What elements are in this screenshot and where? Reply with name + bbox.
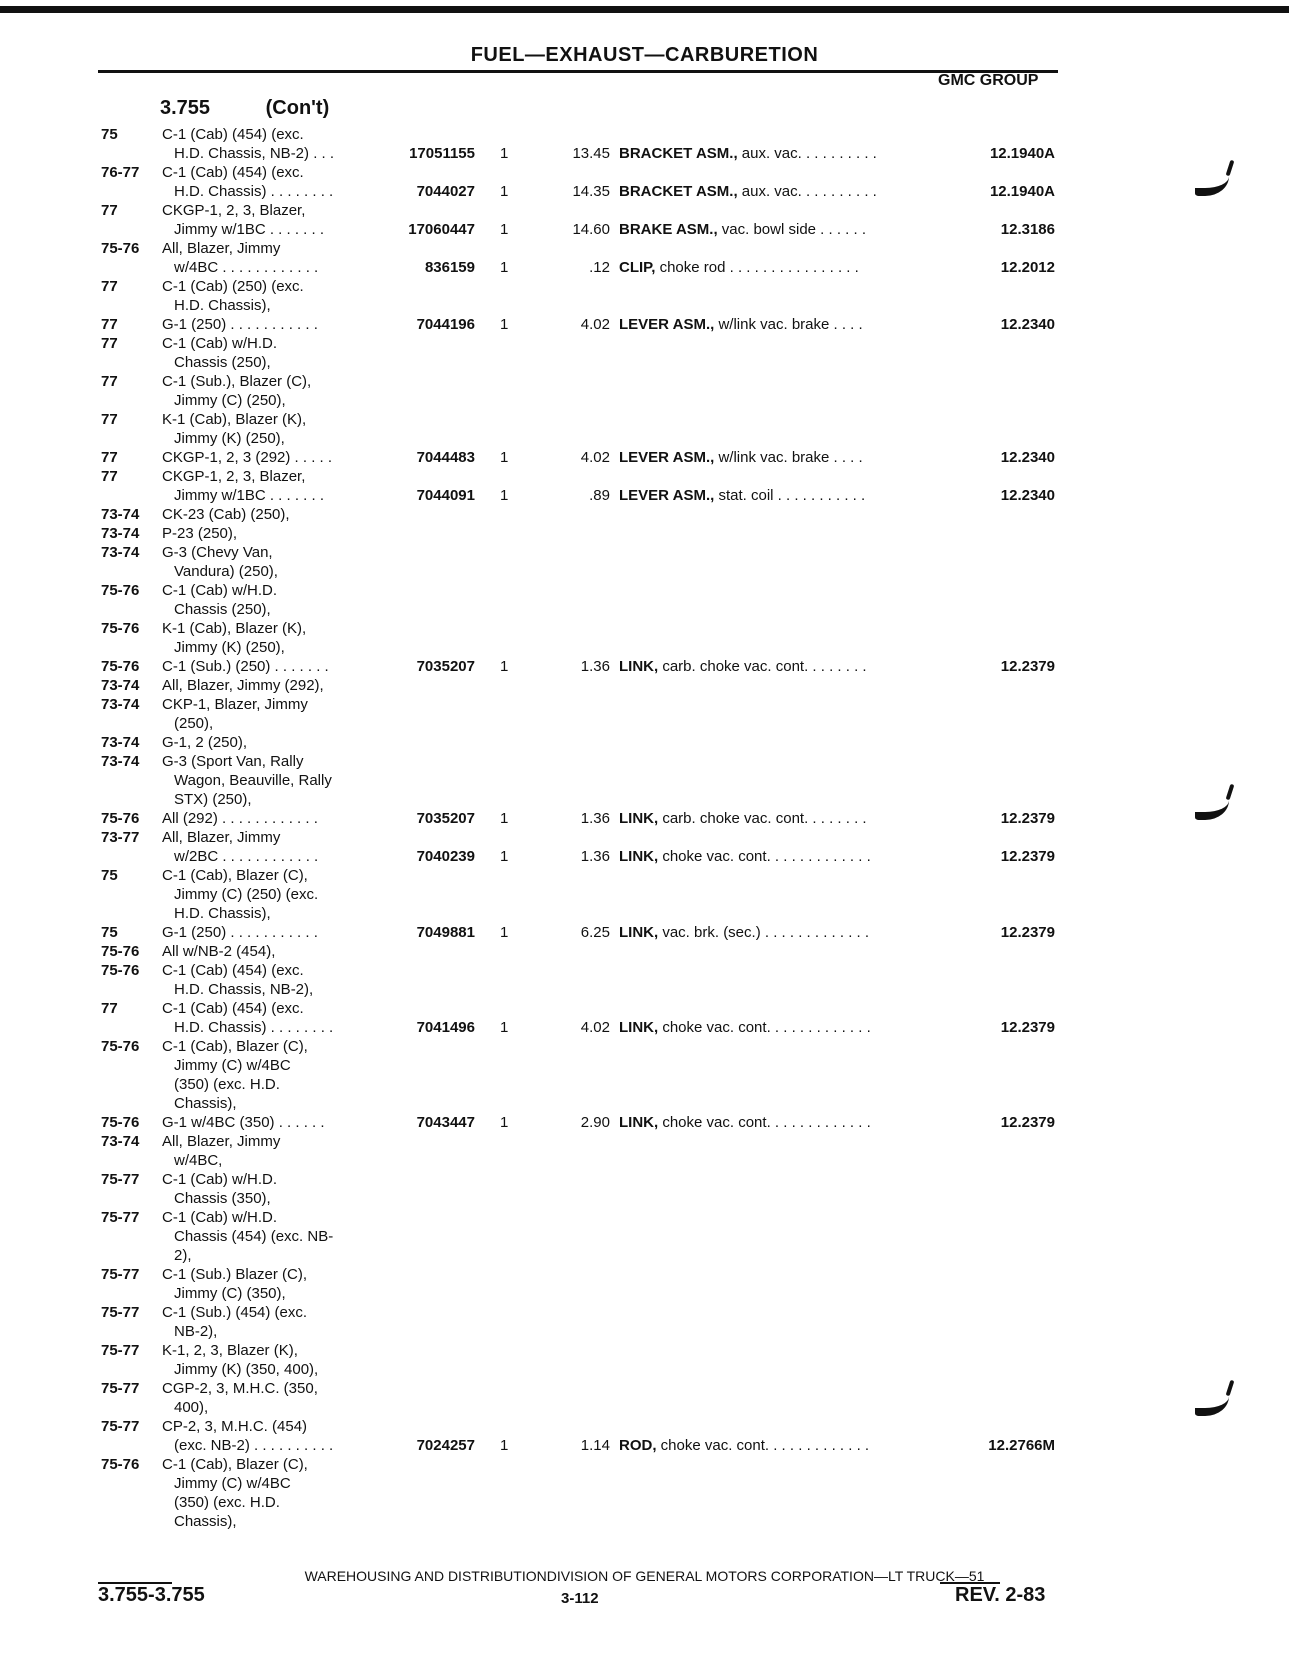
application: 400),	[174, 1399, 209, 1416]
application-row	[0, 467, 1289, 486]
application: C-1 (Cab) w/H.D.	[162, 1209, 278, 1226]
model-years: 77	[101, 449, 118, 466]
application: C-1 (Cab) (454) (exc.	[162, 962, 304, 979]
application: Jimmy (K) (350, 400),	[174, 1361, 319, 1378]
application-row	[0, 1075, 1289, 1094]
quantity: 1	[500, 848, 509, 865]
application: G-1 w/4BC (350) . . . . . .	[162, 1114, 325, 1131]
application: Jimmy (C) (350),	[174, 1285, 286, 1302]
application: (350) (exc. H.D.	[174, 1076, 280, 1093]
part-name: LEVER ASM.,	[619, 449, 715, 466]
price: 14.35	[572, 183, 610, 200]
model-years: 75-77	[101, 1266, 140, 1283]
application-row	[0, 1056, 1289, 1075]
section-continued: (Con't)	[265, 97, 330, 119]
application: Chassis (454) (exc. NB-	[174, 1228, 334, 1245]
application: C-1 (Sub.), Blazer (C),	[162, 373, 312, 390]
application-row	[0, 942, 1289, 961]
application: P-23 (250),	[162, 525, 238, 542]
part-detail: aux. vac. . . . . . . . . .	[737, 183, 877, 200]
quantity: 1	[500, 658, 509, 675]
model-years: 75-76	[101, 620, 140, 637]
quantity: 1	[500, 221, 509, 238]
model-years: 77	[101, 468, 118, 485]
price: 4.02	[580, 449, 610, 466]
application: All, Blazer, Jimmy	[162, 1133, 281, 1150]
application-row	[0, 353, 1289, 372]
part-description	[619, 448, 863, 467]
application: CKGP-1, 2, 3, Blazer,	[162, 468, 306, 485]
application: Jimmy w/1BC . . . . . . .	[174, 221, 325, 238]
application-row	[0, 828, 1289, 847]
application: w/4BC,	[174, 1152, 223, 1169]
part-description	[619, 657, 867, 676]
part-row	[0, 1113, 1289, 1132]
quantity: 1	[500, 1437, 509, 1454]
part-name: LEVER ASM.,	[619, 487, 715, 504]
part-row	[0, 182, 1289, 201]
application: K-1 (Cab), Blazer (K),	[162, 411, 307, 428]
application-row	[0, 1398, 1289, 1417]
part-name: BRAKE ASM.,	[619, 221, 718, 238]
part-number: 7044091	[416, 487, 475, 504]
price: .89	[589, 487, 610, 504]
part-detail: choke vac. cont. . . . . . . . . . . . .	[656, 1437, 870, 1454]
application: All w/NB-2 (454),	[162, 943, 276, 960]
group-reference: 12.2379	[1000, 1019, 1055, 1036]
group-label: GMC GROUP	[938, 72, 1039, 89]
group-reference: 12.1940A	[989, 145, 1055, 162]
application-row	[0, 676, 1289, 695]
application: CKGP-1, 2, 3 (292) . . . . .	[162, 449, 333, 466]
application-row	[0, 600, 1289, 619]
application: C-1 (Cab), Blazer (C),	[162, 1456, 308, 1473]
part-name: BRACKET ASM.,	[619, 183, 738, 200]
part-description	[619, 220, 866, 239]
price: .12	[589, 259, 610, 276]
application-row	[0, 885, 1289, 904]
quantity: 1	[500, 1114, 509, 1131]
group-reference: 12.2379	[1000, 924, 1055, 941]
group-reference: 12.2340	[1000, 487, 1055, 504]
application: C-1 (Cab) (454) (exc.	[162, 164, 304, 181]
application: Jimmy w/1BC . . . . . . .	[174, 487, 325, 504]
application-row	[0, 391, 1289, 410]
part-number: 7035207	[416, 658, 475, 675]
top-border	[0, 6, 1289, 13]
application-row	[0, 752, 1289, 771]
application-row	[0, 505, 1289, 524]
application-row	[0, 619, 1289, 638]
group-reference: 12.1940A	[989, 183, 1055, 200]
application: CP-2, 3, M.H.C. (454)	[162, 1418, 308, 1435]
model-years: 75-76	[101, 810, 140, 827]
application-row	[0, 961, 1289, 980]
application: H.D. Chassis, NB-2) . . .	[174, 145, 335, 162]
application-row	[0, 163, 1289, 182]
part-row	[0, 448, 1289, 467]
model-years: 77	[101, 373, 118, 390]
application: w/4BC . . . . . . . . . . . .	[174, 259, 319, 276]
application-row	[0, 1094, 1289, 1113]
application: C-1 (Sub.) Blazer (C),	[162, 1266, 308, 1283]
application: H.D. Chassis),	[174, 905, 271, 922]
price: 1.14	[580, 1437, 610, 1454]
part-detail: vac. brk. (sec.) . . . . . . . . . . . . .	[658, 924, 870, 941]
part-description	[619, 1436, 869, 1455]
part-row	[0, 220, 1289, 239]
application: H.D. Chassis, NB-2),	[174, 981, 314, 998]
group-reference: 12.2340	[1000, 449, 1055, 466]
group-reference: 12.2766M	[988, 1437, 1055, 1454]
part-description	[619, 847, 871, 866]
group-reference: 12.2379	[1000, 1114, 1055, 1131]
title-rule	[98, 70, 1058, 73]
application-row	[0, 296, 1289, 315]
quantity: 1	[500, 316, 509, 333]
part-row	[0, 809, 1289, 828]
part-description	[619, 1113, 871, 1132]
page-title: FUEL—EXHAUST—CARBURETION	[470, 44, 819, 66]
model-years: 75	[101, 924, 118, 941]
application-row	[0, 1455, 1289, 1474]
part-description	[619, 809, 867, 828]
part-description	[619, 315, 863, 334]
part-detail: carb. choke vac. cont. . . . . . . .	[658, 658, 867, 675]
group-reference: 12.2379	[1000, 658, 1055, 675]
application-row	[0, 1151, 1289, 1170]
model-years: 75-77	[101, 1380, 140, 1397]
application: Chassis (250),	[174, 354, 271, 371]
model-years: 73-74	[101, 1133, 140, 1150]
model-years: 75-76	[101, 943, 140, 960]
application-row	[0, 1512, 1289, 1531]
model-years: 75-76	[101, 658, 140, 675]
application-row	[0, 1037, 1289, 1056]
price: 2.90	[580, 1114, 610, 1131]
application: C-1 (Cab) (454) (exc.	[162, 126, 304, 143]
application: H.D. Chassis) . . . . . . . .	[174, 183, 334, 200]
application: Jimmy (K) (250),	[174, 430, 285, 447]
part-name: LINK,	[619, 1019, 659, 1036]
application: C-1 (Sub.) (250) . . . . . . .	[162, 658, 329, 675]
application: C-1 (Cab), Blazer (C),	[162, 1038, 308, 1055]
application: C-1 (Cab) w/H.D.	[162, 1171, 278, 1188]
application: STX) (250),	[174, 791, 252, 808]
application: C-1 (Cab) w/H.D.	[162, 582, 278, 599]
quantity: 1	[500, 810, 509, 827]
footer-section-range: 3.755-3.755	[98, 1584, 205, 1606]
model-years: 75-77	[101, 1209, 140, 1226]
model-years: 73-74	[101, 544, 140, 561]
application: G-1, 2 (250),	[162, 734, 248, 751]
application-row	[0, 410, 1289, 429]
model-years: 75-76	[101, 582, 140, 599]
model-years: 77	[101, 278, 118, 295]
application: H.D. Chassis) . . . . . . . .	[174, 1019, 334, 1036]
model-years: 75-76	[101, 1456, 140, 1473]
application: All, Blazer, Jimmy	[162, 240, 281, 257]
price: 1.36	[580, 658, 610, 675]
part-row	[0, 1018, 1289, 1037]
application-row	[0, 638, 1289, 657]
application-row	[0, 277, 1289, 296]
part-detail: choke vac. cont. . . . . . . . . . . . .	[658, 1019, 871, 1036]
price: 6.25	[580, 924, 610, 941]
application-row	[0, 1341, 1289, 1360]
model-years: 73-74	[101, 677, 140, 694]
application: H.D. Chassis),	[174, 297, 271, 314]
price: 4.02	[580, 1019, 610, 1036]
model-years: 75-77	[101, 1342, 140, 1359]
part-detail: choke vac. cont. . . . . . . . . . . . .	[658, 848, 871, 865]
application: C-1 (Cab) w/H.D.	[162, 335, 278, 352]
application-row	[0, 866, 1289, 885]
part-row	[0, 847, 1289, 866]
footer-page-number: 3-112	[561, 1590, 599, 1607]
group-reference: 12.2379	[1000, 810, 1055, 827]
application: All, Blazer, Jimmy (292),	[162, 677, 324, 694]
application-row	[0, 543, 1289, 562]
part-row	[0, 923, 1289, 942]
section-number: 3.755	[160, 97, 211, 119]
application: Chassis (250),	[174, 601, 271, 618]
application: C-1 (Cab) (454) (exc.	[162, 1000, 304, 1017]
model-years: 75	[101, 126, 118, 143]
application: G-1 (250) . . . . . . . . . . .	[162, 924, 318, 941]
part-row	[0, 258, 1289, 277]
application: Jimmy (C) w/4BC	[174, 1057, 291, 1074]
price: 13.45	[572, 145, 610, 162]
application-row	[0, 790, 1289, 809]
part-number: 7035207	[416, 810, 475, 827]
application: All, Blazer, Jimmy	[162, 829, 281, 846]
quantity: 1	[500, 145, 509, 162]
group-reference: 12.2340	[1000, 316, 1055, 333]
application-row	[0, 1360, 1289, 1379]
application: (exc. NB-2) . . . . . . . . . .	[174, 1437, 334, 1454]
model-years: 75-76	[101, 240, 140, 257]
part-number: 17060447	[408, 221, 475, 238]
application-row	[0, 581, 1289, 600]
application-row	[0, 1493, 1289, 1512]
part-description	[619, 182, 877, 201]
part-row	[0, 486, 1289, 505]
application-row	[0, 1246, 1289, 1265]
application-row	[0, 1227, 1289, 1246]
part-name: LINK,	[619, 810, 659, 827]
application-row	[0, 1474, 1289, 1493]
application: CK-23 (Cab) (250),	[162, 506, 290, 523]
part-detail: w/link vac. brake . . . .	[714, 449, 863, 466]
application: Wagon, Beauville, Rally	[174, 772, 332, 789]
application: CKGP-1, 2, 3, Blazer,	[162, 202, 306, 219]
application-row	[0, 201, 1289, 220]
quantity: 1	[500, 487, 509, 504]
application: K-1, 2, 3, Blazer (K),	[162, 1342, 298, 1359]
application: (250),	[174, 715, 214, 732]
part-description	[619, 144, 877, 163]
model-years: 75-76	[101, 1114, 140, 1131]
part-description	[619, 1018, 871, 1037]
application-row	[0, 1265, 1289, 1284]
part-name: CLIP,	[619, 259, 656, 276]
application: G-3 (Sport Van, Rally	[162, 753, 304, 770]
application: CGP-2, 3, M.H.C. (350,	[162, 1380, 318, 1397]
model-years: 76-77	[101, 164, 140, 181]
part-row	[0, 144, 1289, 163]
quantity: 1	[500, 924, 509, 941]
model-years: 73-74	[101, 696, 140, 713]
application-row	[0, 1303, 1289, 1322]
application-row	[0, 1322, 1289, 1341]
model-years: 73-74	[101, 506, 140, 523]
part-name: LINK,	[619, 1114, 659, 1131]
part-detail: aux. vac. . . . . . . . . .	[737, 145, 877, 162]
part-name: LINK,	[619, 848, 659, 865]
part-number: 836159	[424, 259, 475, 276]
application-row	[0, 372, 1289, 391]
quantity: 1	[500, 1019, 509, 1036]
application-row	[0, 1208, 1289, 1227]
part-detail: carb. choke vac. cont. . . . . . . .	[658, 810, 867, 827]
group-reference: 12.3186	[1000, 221, 1055, 238]
part-number: 7024257	[416, 1437, 475, 1454]
application-row	[0, 999, 1289, 1018]
quantity: 1	[500, 259, 509, 276]
model-years: 75-77	[101, 1304, 140, 1321]
footer-publisher-line: WAREHOUSING AND DISTRIBUTIONDIVISION OF GENERAL MOTORS CORPORATION—LT TRUCK—51	[304, 1568, 985, 1584]
part-number: 7049881	[416, 924, 475, 941]
application: Jimmy (C) w/4BC	[174, 1475, 291, 1492]
application: All (292) . . . . . . . . . . . .	[162, 810, 318, 827]
application: G-1 (250) . . . . . . . . . . .	[162, 316, 318, 333]
price: 14.60	[572, 221, 610, 238]
model-years: 75	[101, 867, 118, 884]
application: CKP-1, Blazer, Jimmy	[162, 696, 308, 713]
model-years: 75-77	[101, 1418, 140, 1435]
application: Chassis),	[174, 1095, 237, 1112]
group-reference: 12.2379	[1000, 848, 1055, 865]
part-name: LINK,	[619, 924, 659, 941]
application-row	[0, 1284, 1289, 1303]
application-row	[0, 1379, 1289, 1398]
group-reference: 12.2012	[1000, 259, 1055, 276]
quantity: 1	[500, 449, 509, 466]
part-number: 7040239	[416, 848, 475, 865]
part-description	[619, 923, 869, 942]
part-row	[0, 1436, 1289, 1455]
application-row	[0, 714, 1289, 733]
footer-revision: REV. 2-83	[955, 1584, 1046, 1606]
application: 2),	[174, 1247, 192, 1264]
part-number: 7044027	[416, 183, 475, 200]
application-row	[0, 125, 1289, 144]
model-years: 77	[101, 335, 118, 352]
application-row	[0, 1132, 1289, 1151]
part-description	[619, 258, 859, 277]
part-number: 7044196	[416, 316, 475, 333]
application: w/2BC . . . . . . . . . . . .	[174, 848, 319, 865]
model-years: 75-77	[101, 1171, 140, 1188]
part-name: BRACKET ASM.,	[619, 145, 738, 162]
application: G-3 (Chevy Van,	[162, 544, 273, 561]
application: K-1 (Cab), Blazer (K),	[162, 620, 307, 637]
application-row	[0, 1417, 1289, 1436]
part-detail: choke vac. cont. . . . . . . . . . . . .	[658, 1114, 871, 1131]
application: Chassis (350),	[174, 1190, 271, 1207]
part-number: 7043447	[416, 1114, 475, 1131]
model-years: 73-74	[101, 525, 140, 542]
application: (350) (exc. H.D.	[174, 1494, 280, 1511]
application: C-1 (Sub.) (454) (exc.	[162, 1304, 308, 1321]
application-row	[0, 980, 1289, 999]
model-years: 73-74	[101, 734, 140, 751]
application: Chassis),	[174, 1513, 237, 1530]
section-heading	[160, 97, 329, 120]
part-number: 7044483	[416, 449, 475, 466]
application-row	[0, 733, 1289, 752]
part-description	[619, 486, 865, 505]
application: Jimmy (C) (250) (exc.	[174, 886, 319, 903]
application-row	[0, 524, 1289, 543]
application: NB-2),	[174, 1323, 218, 1340]
application: Jimmy (K) (250),	[174, 639, 285, 656]
part-detail: w/link vac. brake . . . .	[714, 316, 863, 333]
price: 1.36	[580, 848, 610, 865]
model-years: 77	[101, 1000, 118, 1017]
part-name: LEVER ASM.,	[619, 316, 715, 333]
application: C-1 (Cab), Blazer (C),	[162, 867, 308, 884]
application: C-1 (Cab) (250) (exc.	[162, 278, 304, 295]
model-years: 73-74	[101, 753, 140, 770]
model-years: 77	[101, 411, 118, 428]
model-years: 73-77	[101, 829, 140, 846]
part-detail: choke rod . . . . . . . . . . . . . . . .	[655, 259, 859, 276]
application: Jimmy (C) (250),	[174, 392, 286, 409]
part-name: LINK,	[619, 658, 659, 675]
application-row	[0, 334, 1289, 353]
application-row	[0, 904, 1289, 923]
model-years: 77	[101, 316, 118, 333]
quantity: 1	[500, 183, 509, 200]
part-row	[0, 315, 1289, 334]
application-row	[0, 695, 1289, 714]
parts-list	[0, 125, 1289, 1531]
model-years: 75-76	[101, 962, 140, 979]
part-row	[0, 657, 1289, 676]
part-detail: stat. coil . . . . . . . . . . .	[714, 487, 866, 504]
model-years: 75-76	[101, 1038, 140, 1055]
price: 1.36	[580, 810, 610, 827]
part-number: 7041496	[416, 1019, 475, 1036]
part-name: ROD,	[619, 1437, 657, 1454]
application-row	[0, 562, 1289, 581]
model-years: 77	[101, 202, 118, 219]
part-detail: vac. bowl side . . . . . .	[717, 221, 867, 238]
application: Vandura) (250),	[174, 563, 278, 580]
application-row	[0, 429, 1289, 448]
application-row	[0, 1170, 1289, 1189]
application-row	[0, 771, 1289, 790]
application-row	[0, 239, 1289, 258]
application-row	[0, 1189, 1289, 1208]
price: 4.02	[580, 316, 610, 333]
part-number: 17051155	[409, 145, 475, 162]
